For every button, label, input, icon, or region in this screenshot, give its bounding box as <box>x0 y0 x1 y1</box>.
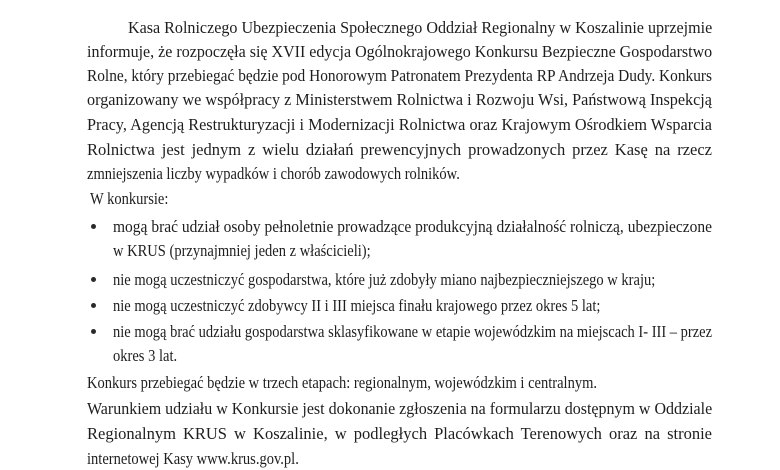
intro-line-4 <box>87 90 712 110</box>
list-item-4-text-1: nie mogą brać udziału gospodarstwa sklasyfikowane w etapie wojewódzkim na miejscach I- III – przez <box>113 322 712 341</box>
list-item-4-line-2 <box>113 346 712 366</box>
bullet-icon <box>89 217 97 237</box>
stages-sentence <box>87 373 712 393</box>
conditions-line-1 <box>87 399 712 419</box>
intro-line-4-text: organizowany we współpracy z Ministerstwem Rolnictwa i Rozwoju Wsi, Państwową Inspekcją <box>87 90 712 109</box>
conditions-line-2 <box>87 424 712 444</box>
intro-line-3-text: Rolne, który przebiegać będzie pod Honorowym Patronatem Prezydenta RP Andrzeja Dudy. Konkurs <box>87 66 712 85</box>
list-item-4-line-1 <box>113 322 712 342</box>
intro-line-5-text: Pracy, Agencją Restrukturyzacji i Modernizacji Rolnictwa oraz Krajowym Ośrodkiem Wsparcia <box>87 115 712 134</box>
list-item-1-line-1 <box>113 217 712 237</box>
conditions-line-2-text: Regionalnym KRUS w Koszalinie, w podległych Placówkach Terenowych oraz na stronie <box>87 424 712 443</box>
intro-line-2-text: informuje, że rozpoczęła się XVII edycja Ogólnokrajowego Konkursu Bezpieczne Gospodarstwo <box>87 42 713 61</box>
intro-line-6-text: Rolnictwa jest jednym z wielu działań prewencyjnych prowadzonych przez Kasę na rzecz <box>87 140 712 159</box>
conditions-line-3 <box>87 449 712 469</box>
list-item-3-line-1 <box>113 296 712 316</box>
bullet-icon <box>89 322 97 342</box>
intro-line-7 <box>87 164 712 184</box>
list-item-1-text-2: w KRUS (przynajmniej jeden z właścicieli); <box>113 241 371 260</box>
intro-line-3 <box>87 66 712 86</box>
list-item-2-text-1: nie mogą uczestniczyć gospodarstwa, które już zdobyły miano najbezpieczniejszego w kraju; <box>113 270 656 289</box>
intro-line-1-text: Kasa Rolniczego Ubezpieczenia Społecznego Oddział Regionalny w Koszalinie uprzejmie <box>128 18 713 37</box>
list-heading-text: W konkursie: <box>90 189 169 208</box>
intro-line-6 <box>87 140 712 160</box>
intro-line-5 <box>87 115 712 135</box>
list-item-1-text-1: mogą brać udział osoby pełnoletnie prowadzące produkcyjną działalność rolniczą, ubezpieczone <box>113 217 712 236</box>
intro-line-1 <box>128 18 712 38</box>
list-item-3-text-1: nie mogą uczestniczyć zdobywcy II i III miejsca finału krajowego przez okres 5 lat; <box>113 296 601 315</box>
conditions-line-1-text: Warunkiem udziału w Konkursie jest dokonanie zgłoszenia na formularzu dostępnym w Oddziale <box>87 399 713 418</box>
intro-line-7-text: zmniejszenia liczby wypadków i chorób zawodowych rolników. <box>87 164 460 183</box>
list-item-2-line-1 <box>113 270 712 290</box>
list-heading <box>90 189 715 209</box>
stages-sentence-text: Konkurs przebiegać będzie w trzech etapach: regionalnym, wojewódzkim i centralnym. <box>87 373 598 392</box>
list-item-1-line-2 <box>113 241 712 261</box>
bullet-icon <box>89 270 97 290</box>
intro-line-2 <box>87 42 712 62</box>
bullet-icon <box>89 296 97 316</box>
conditions-line-3-text: internetowej Kasy www.krus.gov.pl. <box>87 449 299 468</box>
list-item-4-text-2: okres 3 lat. <box>113 346 178 365</box>
